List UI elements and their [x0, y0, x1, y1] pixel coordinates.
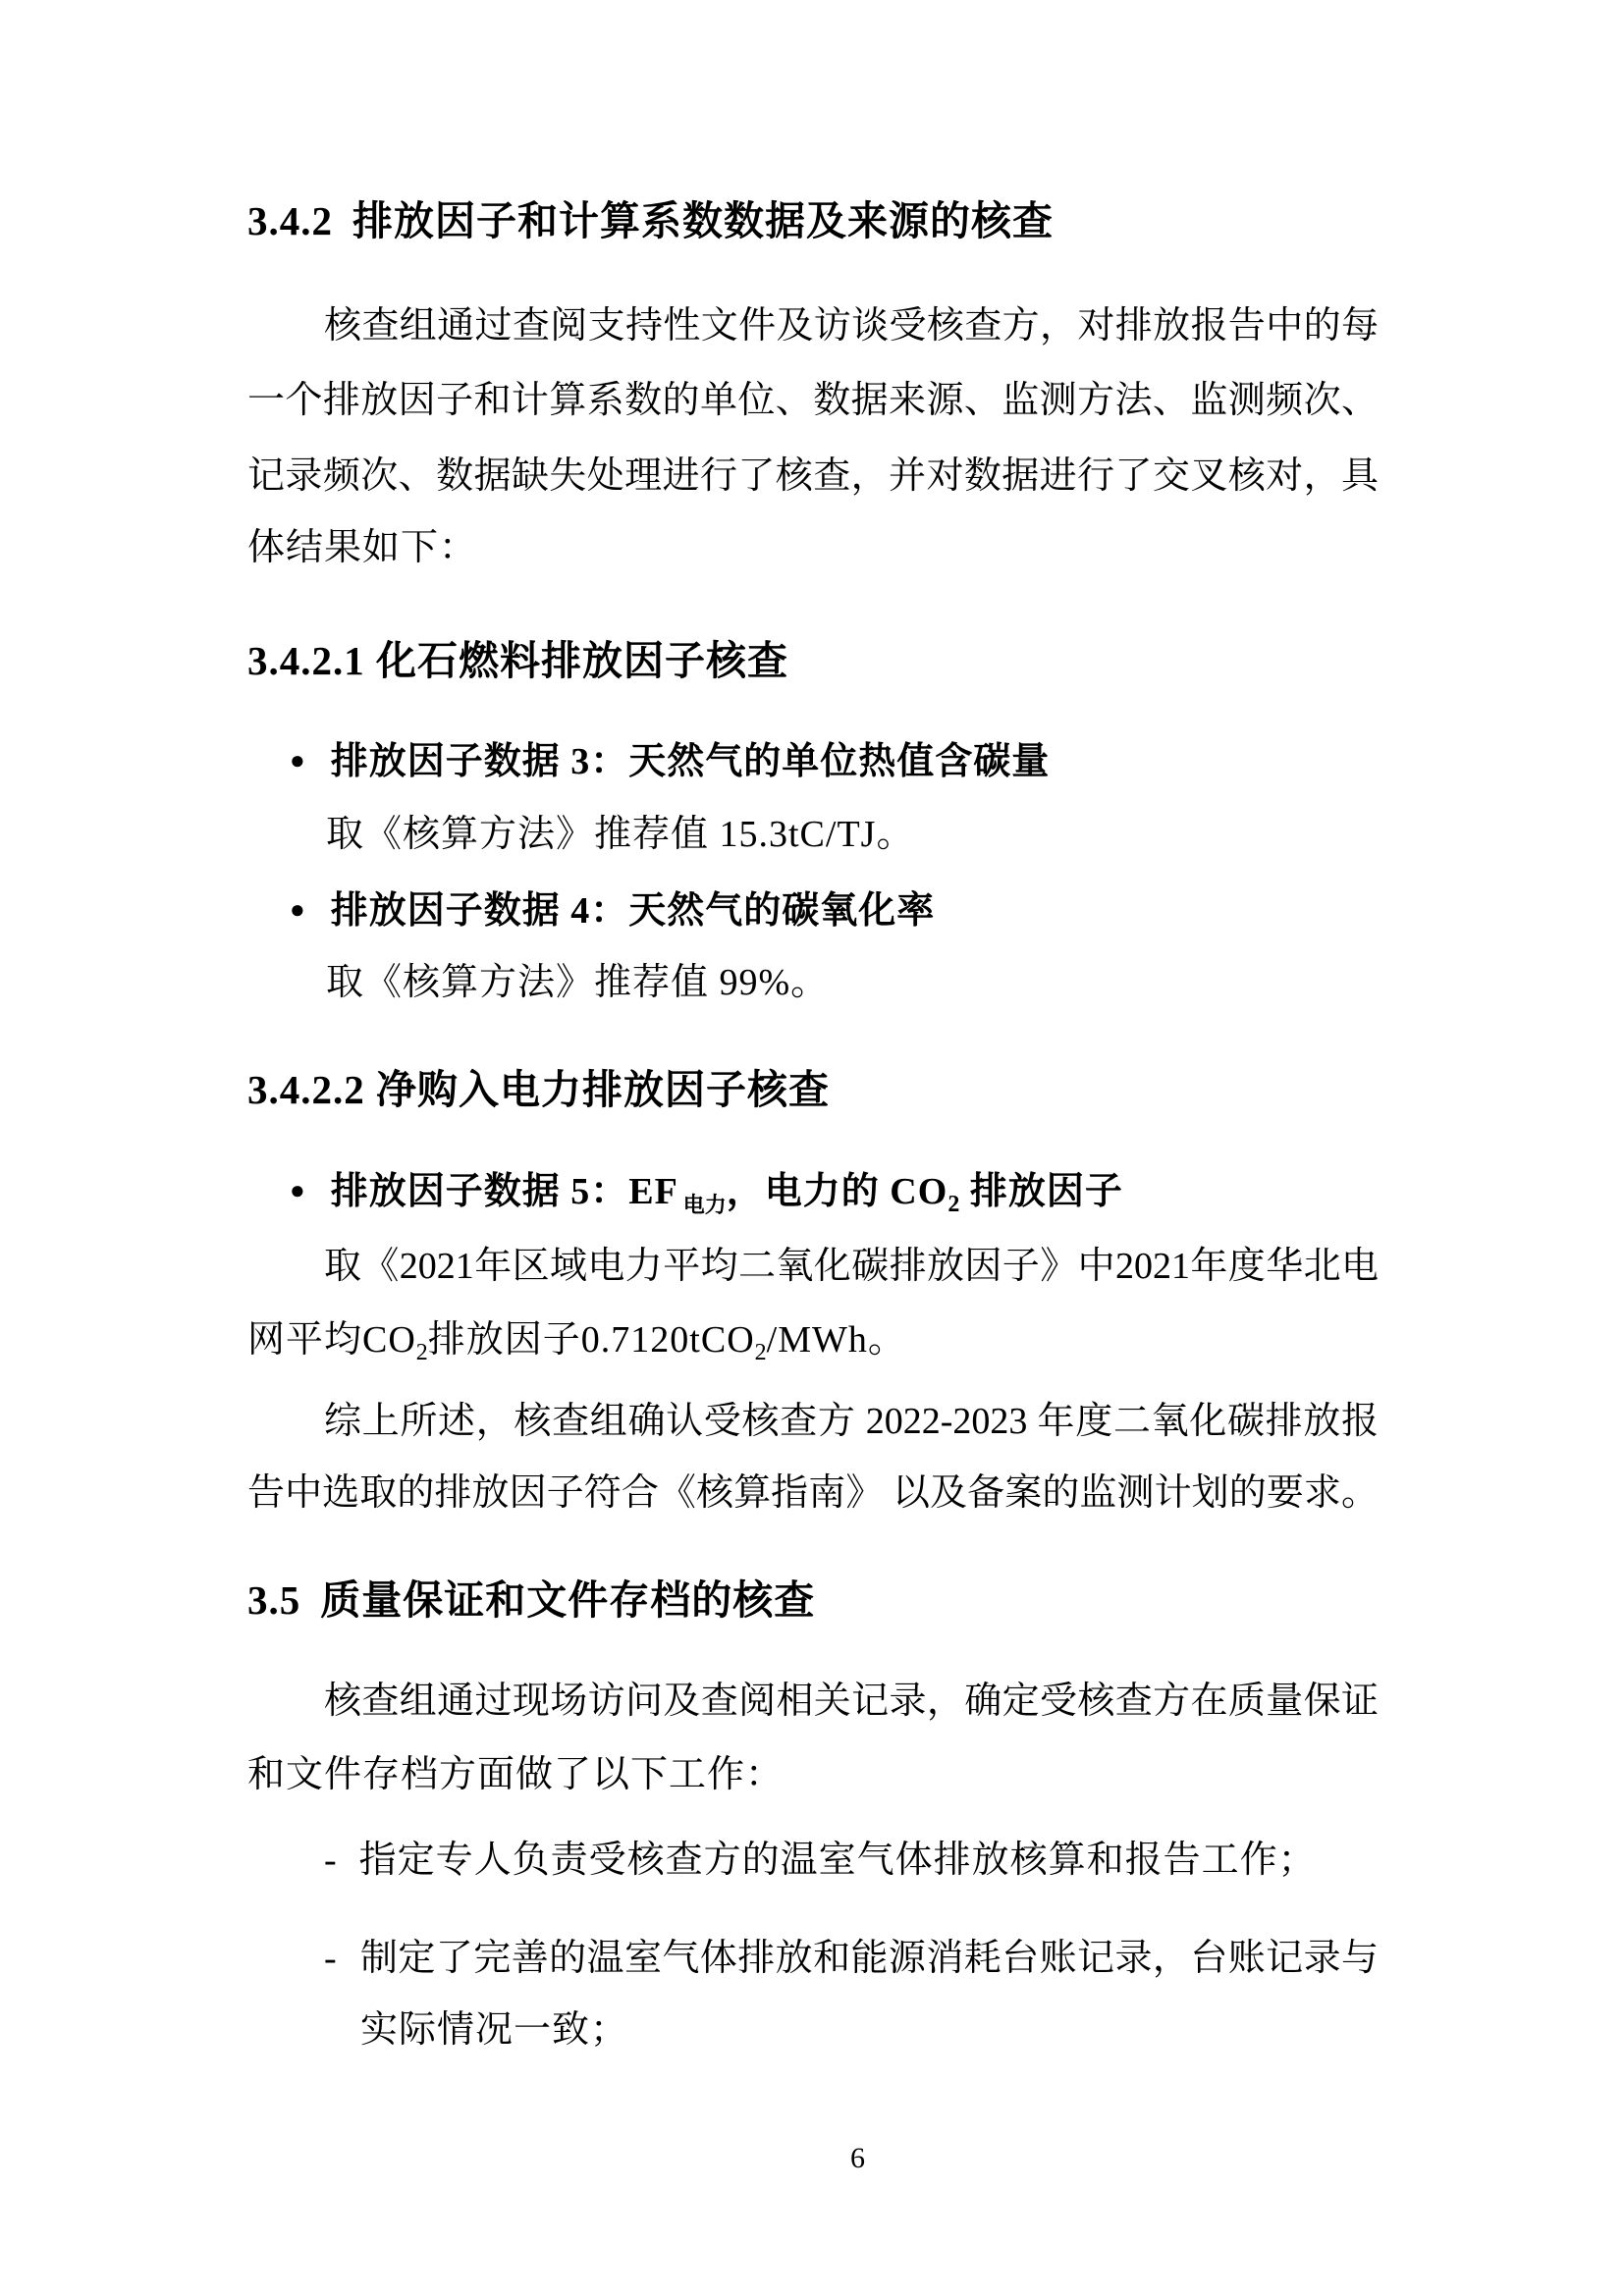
paragraph-4-line-2: 和文件存档方面做了以下工作：	[247, 1754, 785, 1795]
text-run: /MWh。	[766, 1319, 906, 1361]
bullet-item-factor-5	[290, 1166, 1468, 1230]
paragraph-4-line-1: 核查组通过现场访问及查阅相关记录，确定受核查方在质量保证	[324, 1681, 1379, 1722]
dash-item-1-text: 指定专人负责受核查方的温室气体排放核算和报告工作；	[358, 1840, 1317, 1881]
paragraph-2-line-1: 取《2021年区域电力平均二氧化碳排放因子》中2021年度华北电	[324, 1246, 1379, 1287]
text-run: 排放因子数据 5：EF	[330, 1171, 678, 1212]
text-run: 排放因子0.7120tCO	[427, 1319, 755, 1361]
paragraph-2-line-2	[247, 1315, 1379, 1377]
subscript-dianli: 电力	[682, 1193, 727, 1217]
bullet-icon: ●	[290, 746, 305, 774]
bullet-icon: ●	[290, 1176, 305, 1204]
paragraph-1-line-4: 体结果如下：	[247, 527, 478, 568]
subscript-2: 2	[754, 1340, 767, 1365]
bullet-item-factor-3	[290, 736, 1468, 786]
dash-icon: -	[324, 1840, 338, 1881]
bullet-icon: ●	[290, 895, 305, 924]
dash-item-2-line-2: 实际情况一致；	[360, 2009, 629, 2051]
dash-item-1	[324, 1836, 1424, 1885]
text-run: 排放因子	[959, 1171, 1123, 1212]
heading-3-4-2-1: 3.4.2.1 化石燃料排放因子核查	[247, 638, 788, 683]
paragraph-3-line-2: 告中选取的排放因子符合《核算指南》 以及备案的监测计划的要求。	[247, 1472, 1379, 1514]
paragraph-1-line-1: 核查组通过查阅支持性文件及访谈受核查方，对排放报告中的每	[324, 305, 1379, 347]
subscript-2: 2	[415, 1340, 428, 1365]
dash-icon: -	[324, 1938, 338, 1979]
paragraph-1-line-3: 记录频次、数据缺失处理进行了核查，并对数据进行了交叉核对，具	[247, 455, 1379, 497]
heading-3-4-2-2: 3.4.2.2 净购入电力排放因子核查	[247, 1067, 830, 1112]
heading-3-4-2	[247, 196, 1379, 245]
text-run: ，电力的 CO	[726, 1171, 948, 1212]
bullet-item-factor-3-label: 排放因子数据 3：天然气的单位热值含碳量	[330, 741, 1051, 782]
bullet-item-factor-4-label: 排放因子数据 4：天然气的碳氧化率	[330, 890, 936, 932]
dash-item-2-line-1: 制定了完善的温室气体排放和能源消耗台账记录，台账记录与	[360, 1938, 1379, 1979]
subscript-2: 2	[947, 1192, 960, 1217]
paragraph-3-line-1: 综上所述，核查组确认受核查方 2022-2023 年度二氧化碳排放报	[324, 1401, 1379, 1442]
text-run: 网平均CO	[247, 1319, 416, 1361]
heading-3-4-2-title: 排放因子和计算系数数据及来源的核查	[352, 198, 1054, 243]
bullet-item-factor-3-note: 取《核算方法》推荐值 15.3tC/TJ。	[326, 814, 915, 855]
bullet-item-factor-4	[290, 885, 1468, 935]
page-number: 6	[850, 2142, 865, 2174]
bullet-item-factor-5-label	[330, 1171, 1123, 1217]
paragraph-1-line-2: 一个排放因子和计算系数的单位、数据来源、监测方法、监测频次、	[247, 380, 1379, 421]
heading-3-5-number: 3.5	[247, 1577, 301, 1623]
heading-3-4-2-number: 3.4.2	[247, 198, 333, 243]
bullet-item-factor-4-note: 取《核算方法》推荐值 99%。	[326, 962, 830, 1003]
heading-3-5-title: 质量保证和文件存档的核查	[320, 1577, 816, 1623]
heading-3-5	[247, 1575, 1379, 1625]
